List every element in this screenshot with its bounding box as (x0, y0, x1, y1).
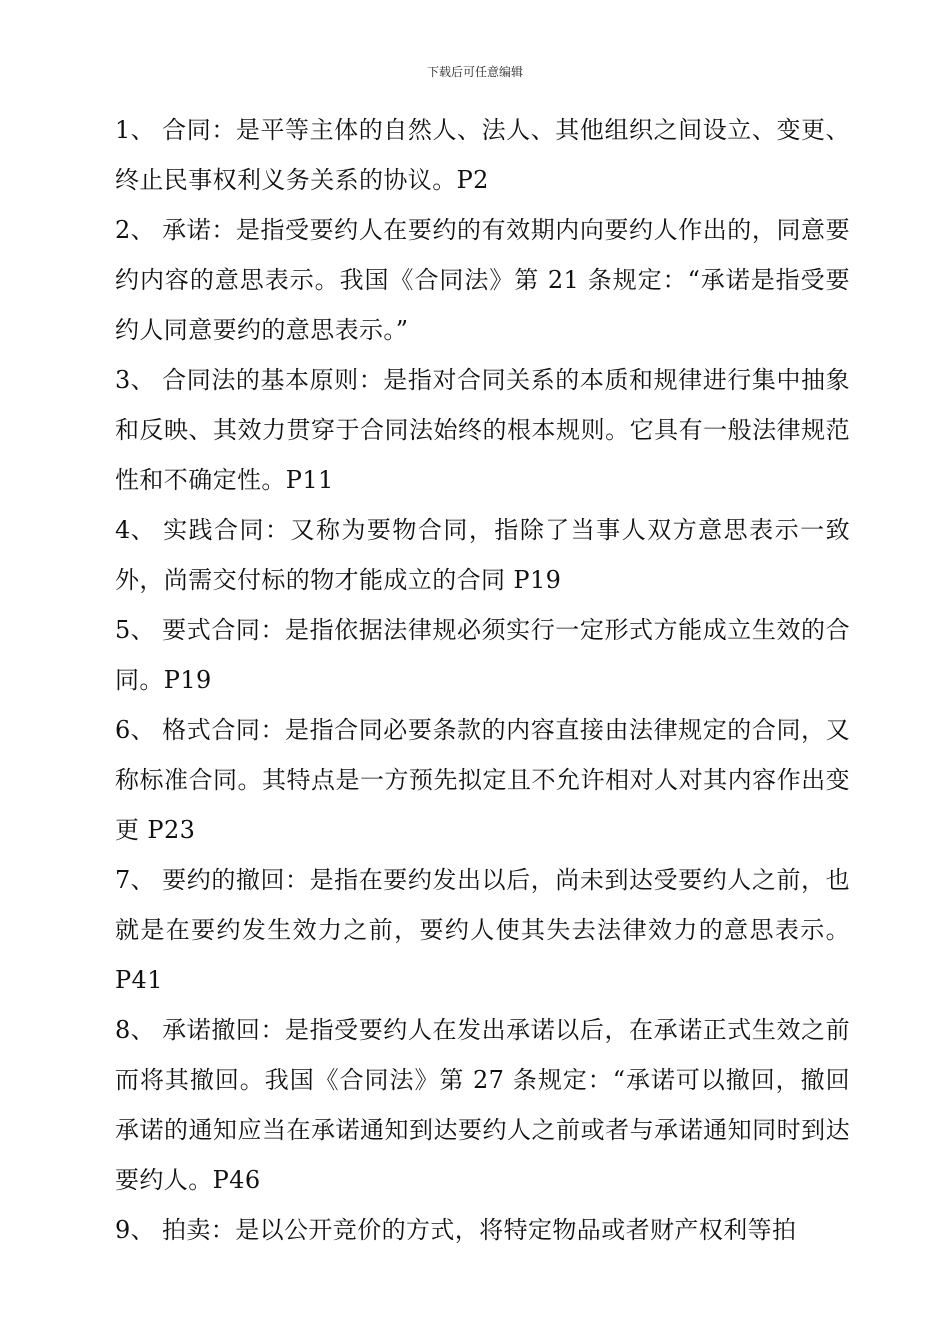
item-text: 要式合同：是指依据法律规必须实行一定形式方能成立生效的合同。P19 (115, 616, 850, 694)
list-item (115, 605, 850, 705)
list-item (115, 855, 850, 1005)
item-text: 实践合同：又称为要物合同，指除了当事人双方意思表示一致外，尚需交付标的物才能成立的合同 P19 (115, 516, 850, 594)
item-number: 5、 (115, 616, 156, 644)
list-item (115, 705, 850, 855)
list-item (115, 205, 850, 355)
item-number: 3、 (115, 366, 156, 394)
item-text: 要约的撤回：是指在要约发出以后，尚未到达受要约人之前，也就是在要约发生效力之前，要约人使其失去法律效力的意思表示。P41 (115, 866, 850, 994)
item-number: 9、 (115, 1216, 156, 1244)
item-number: 8、 (115, 1016, 156, 1044)
item-text: 合同法的基本原则：是指对合同关系的本质和规律进行集中抽象和反映、其效力贯穿于合同法始终的根本规则。它具有一般法律规范性和不确定性。P11 (115, 366, 850, 494)
item-number: 1、 (115, 116, 156, 144)
item-number: 2、 (115, 216, 156, 244)
item-text: 承诺：是指受要约人在要约的有效期内向要约人作出的，同意要约内容的意思表示。我国《合同法》第 21 条规定：“承诺是指受要约人同意要约的意思表示。” (115, 216, 850, 344)
item-number: 6、 (115, 716, 156, 744)
list-item (115, 1205, 850, 1255)
list-item (115, 105, 850, 205)
document-body (115, 105, 850, 1255)
list-item (115, 1005, 850, 1205)
item-text: 拍卖：是以公开竞价的方式，将特定物品或者财产权利等拍 (162, 1216, 797, 1244)
list-item (115, 355, 850, 505)
item-text: 合同：是平等主体的自然人、法人、其他组织之间设立、变更、终止民事权利义务关系的协议。P2 (115, 116, 850, 194)
item-text: 承诺撤回：是指受要约人在发出承诺以后，在承诺正式生效之前而将其撤回。我国《合同法》第 27 条规定：“承诺可以撤回，撤回承诺的通知应当在承诺通知到达要约人之前或者与承诺通知同时到达要约人。P46 (115, 1016, 850, 1194)
item-number: 4、 (115, 516, 156, 544)
item-text: 格式合同：是指合同必要条款的内容直接由法律规定的合同，又称标准合同。其特点是一方预先拟定且不允许相对人对其内容作出变更 P23 (115, 716, 850, 844)
page-header: 下载后可任意编辑 (426, 65, 523, 79)
item-number: 7、 (115, 866, 156, 894)
list-item (115, 505, 850, 605)
